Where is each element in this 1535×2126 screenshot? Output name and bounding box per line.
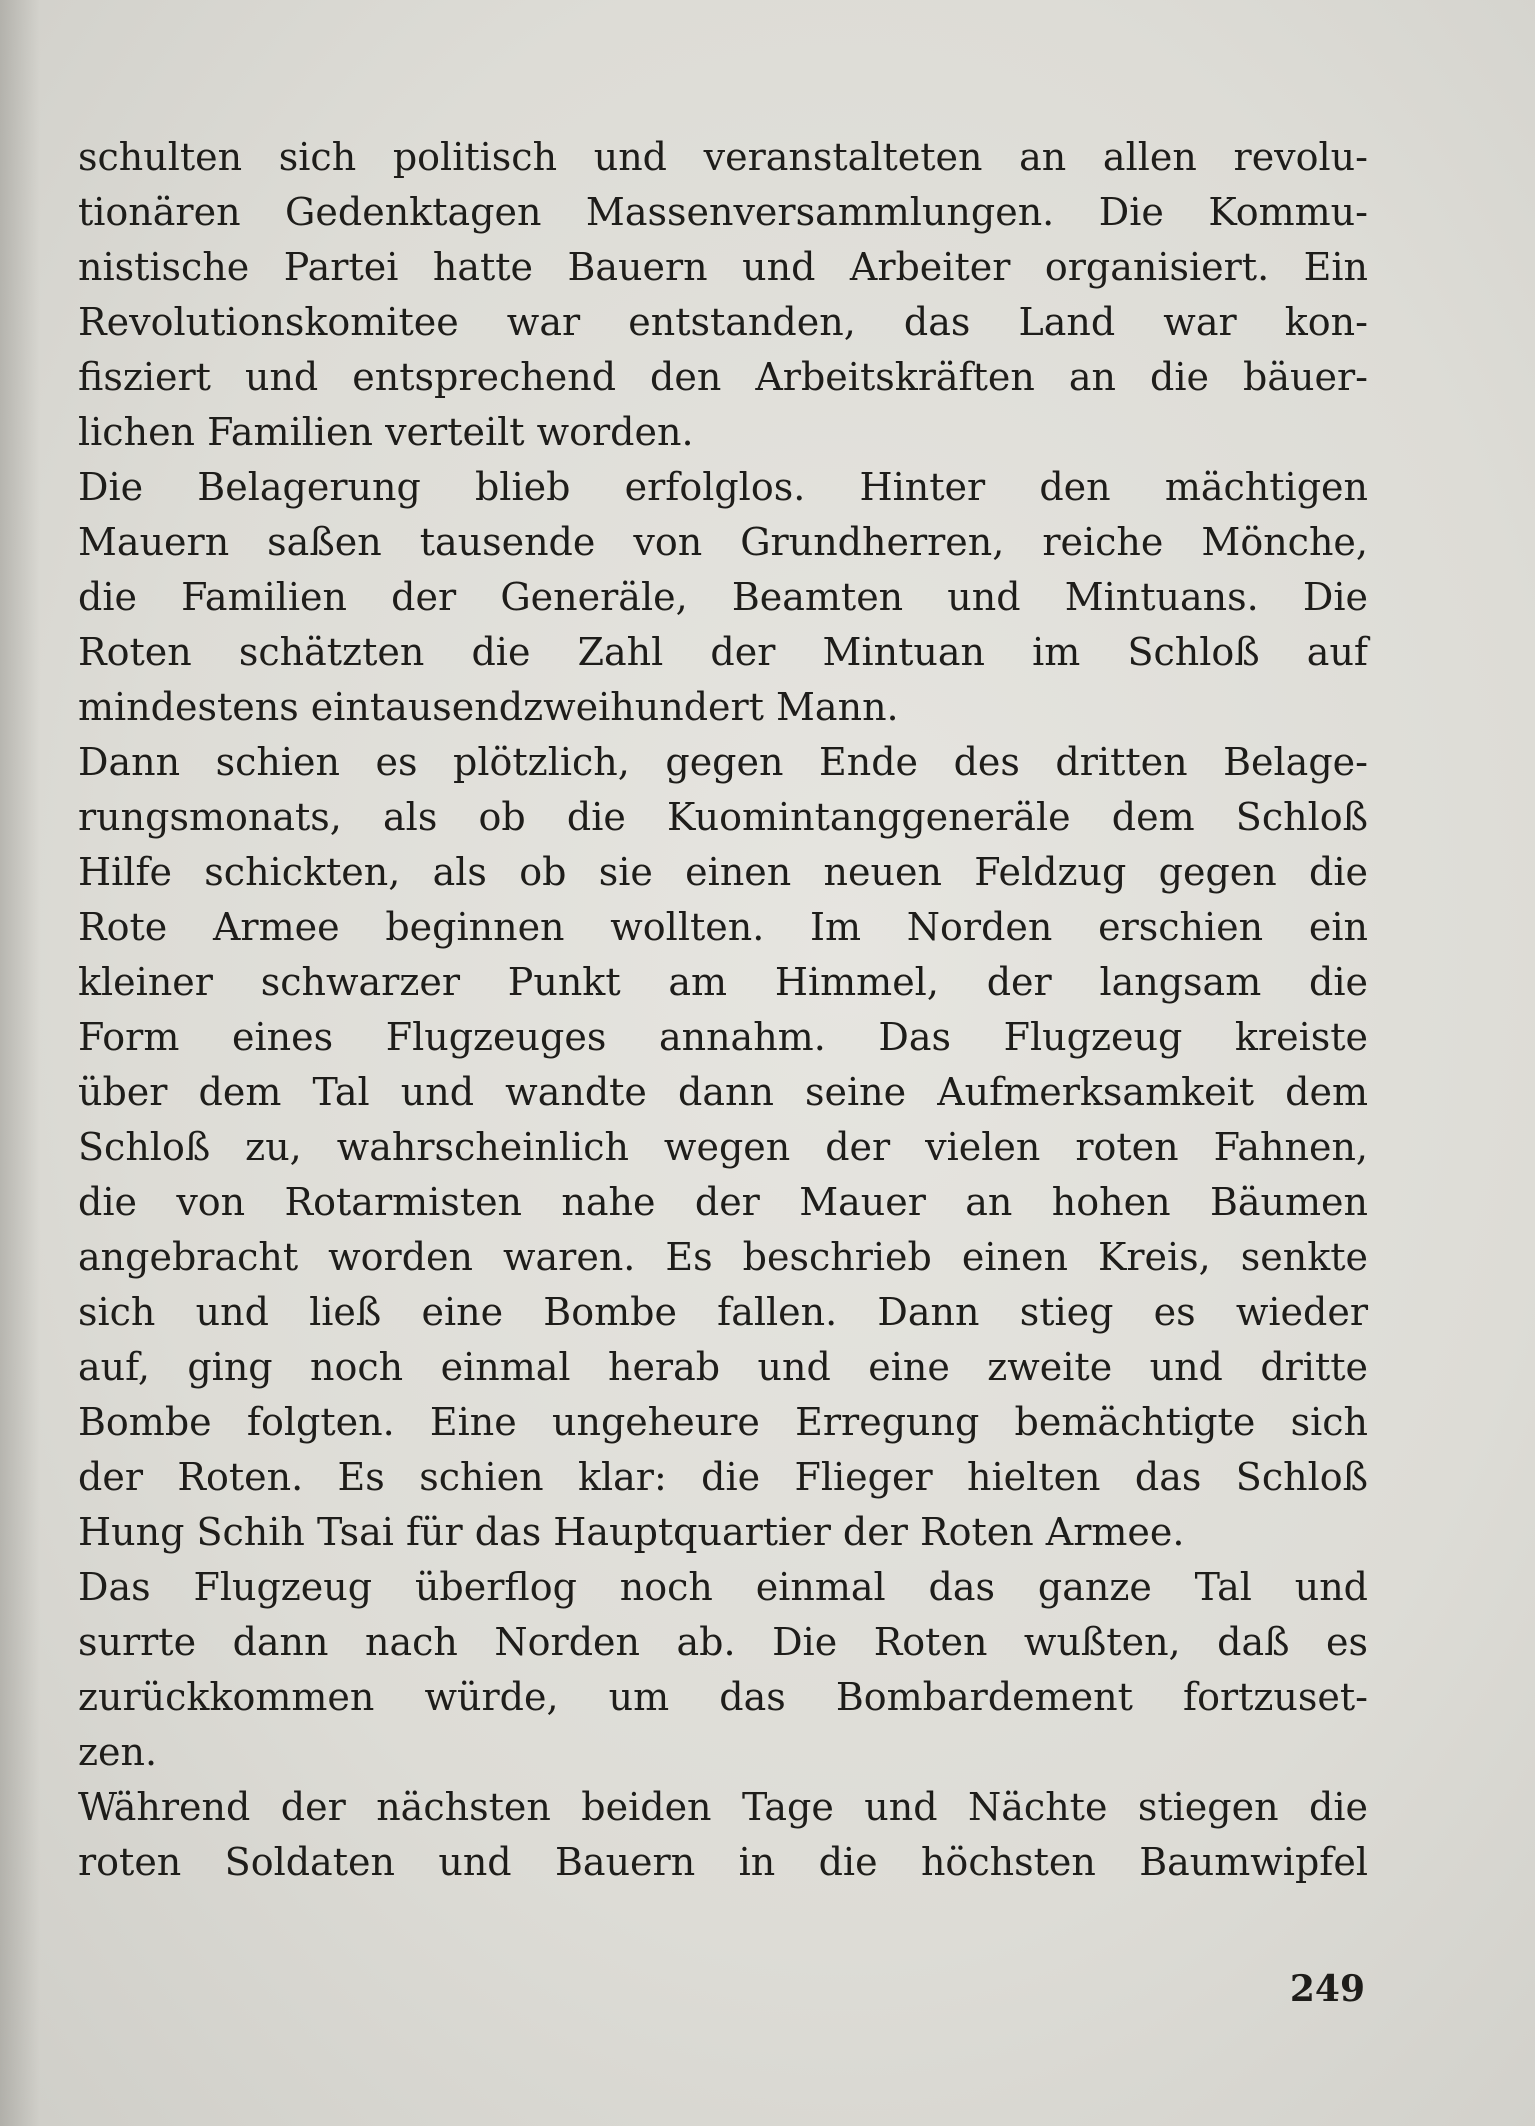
page-gutter-shadow <box>0 0 40 2126</box>
text-line: auf, ging noch einmal herab und eine zweite und dritte <box>78 1345 1368 1389</box>
text-line: tionären Gedenktagen Massenversammlungen. Die Kommu- <box>78 190 1368 234</box>
text-line: Hung Schih Tsai für das Hauptquartier der Roten Armee. <box>78 1510 1185 1554</box>
text-line: kleiner schwarzer Punkt am Himmel, der langsam die <box>78 960 1368 1004</box>
text-line: fisziert und entsprechend den Arbeitskräften an die bäuer- <box>78 355 1368 399</box>
text-line: mindestens eintausendzweihundert Mann. <box>78 685 899 729</box>
text-line: über dem Tal und wandte dann seine Aufmerksamkeit dem <box>78 1070 1368 1114</box>
text-line: Während der nächsten beiden Tage und Nächte stiegen die <box>78 1785 1368 1829</box>
text-line: sich und ließ eine Bombe fallen. Dann stieg es wieder <box>78 1290 1368 1334</box>
text-line: der Roten. Es schien klar: die Flieger hielten das Schloß <box>78 1455 1368 1499</box>
paragraph-1 <box>78 130 1368 460</box>
text-line: Das Flugzeug überflog noch einmal das ganze Tal und <box>78 1565 1368 1609</box>
paragraph-5 <box>78 1780 1368 1890</box>
text-line: Bombe folgten. Eine ungeheure Erregung bemächtigte sich <box>78 1400 1368 1444</box>
text-line: angebracht worden waren. Es beschrieb einen Kreis, senkte <box>78 1235 1368 1279</box>
text-line: Revolutionskomitee war entstanden, das Land war kon- <box>78 300 1368 344</box>
text-line: Rote Armee beginnen wollten. Im Norden erschien ein <box>78 905 1368 949</box>
text-line: die von Rotarmisten nahe der Mauer an hohen Bäumen <box>78 1180 1368 1224</box>
text-line: zurückkommen würde, um das Bombardement fortzuset- <box>78 1675 1368 1719</box>
paragraph-3 <box>78 735 1368 1560</box>
text-line: Mauern saßen tausende von Grundherren, reiche Mönche, <box>78 520 1368 564</box>
text-line: Hilfe schickten, als ob sie einen neuen Feldzug gegen die <box>78 850 1368 894</box>
text-line: nistische Partei hatte Bauern und Arbeiter organisiert. Ein <box>78 245 1368 289</box>
page-number: 249 <box>1289 1968 1365 2010</box>
text-line: rungsmonats, als ob die Kuomintanggeneräle dem Schloß <box>78 795 1368 839</box>
paragraph-4 <box>78 1560 1368 1780</box>
text-line: Die Belagerung blieb erfolglos. Hinter den mächtigen <box>78 465 1368 509</box>
paragraph-2 <box>78 460 1368 735</box>
text-line: die Familien der Generäle, Beamten und Mintuans. Die <box>78 575 1368 619</box>
body-text <box>78 130 1368 1890</box>
text-line: Schloß zu, wahrscheinlich wegen der vielen roten Fahnen, <box>78 1125 1368 1169</box>
text-line: surrte dann nach Norden ab. Die Roten wußten, daß es <box>78 1620 1368 1664</box>
text-line: roten Soldaten und Bauern in die höchsten Baumwipfel <box>78 1840 1368 1884</box>
text-line: schulten sich politisch und veranstalteten an allen revolu- <box>78 135 1368 179</box>
text-line: zen. <box>78 1730 158 1774</box>
text-line: Dann schien es plötzlich, gegen Ende des dritten Belage- <box>78 740 1368 784</box>
text-line: lichen Familien verteilt worden. <box>78 410 694 454</box>
text-line: Roten schätzten die Zahl der Mintuan im Schloß auf <box>78 630 1368 674</box>
text-line: Form eines Flugzeuges annahm. Das Flugzeug kreiste <box>78 1015 1368 1059</box>
